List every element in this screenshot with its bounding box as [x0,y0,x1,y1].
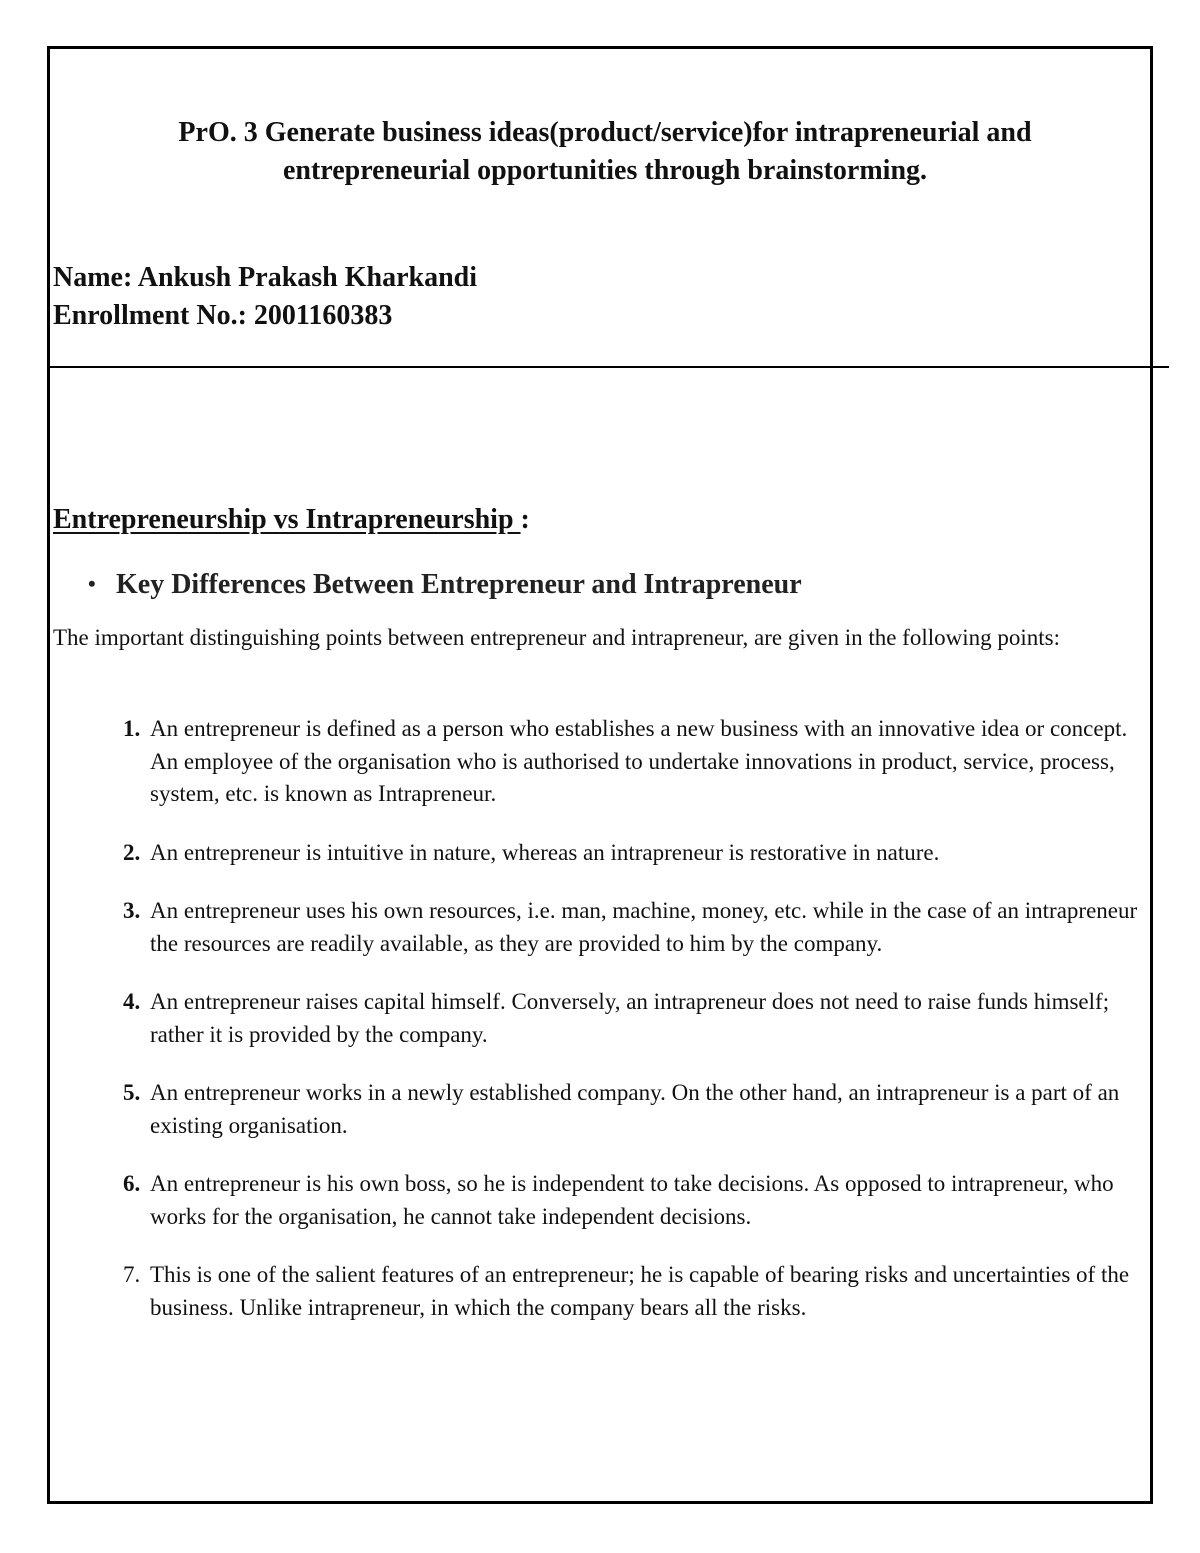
list-item-text: An entrepreneur works in a newly established company. On the other hand, an intrapreneur is a part of an existing organisation. [150,1080,1120,1138]
student-name: Name: Ankush Prakash Kharkandi [53,262,478,293]
bullet-icon: • [88,571,96,596]
student-info [53,259,477,335]
title-line-1: PrO. 3 Generate business ideas(product/service)for intrapreneurial and [178,117,1032,148]
section-heading-text: Entrepreneurship vs Intrapreneurship [53,504,521,535]
list-item-number: 5. [123,1080,141,1105]
title-line-2: entrepreneurial opportunities through brainstorming. [282,155,928,186]
list-item-text: An entrepreneur uses his own resources, i.e. man, machine, money, etc. while in the case of an intrapreneur the resources are readily available, as they are provided to him by the company. [150,898,1138,956]
list-item-number: 1. [123,716,141,741]
list-item-text: An entrepreneur is intuitive in nature, whereas an intrapreneur is restorative in nature. [150,839,940,865]
list-item-text: An entrepreneur raises capital himself. Conversely, an intrapreneur does not need to raise funds himself; rather it is provided by the company. [150,989,1110,1047]
sub-heading-text: Key Differences Between Entrepreneur and Intrapreneur [116,569,802,600]
list-item-number: 3. [123,898,141,923]
list-item [120,1077,1140,1142]
list-item-text: An entrepreneur is his own boss, so he is independent to take decisions. As opposed to intrapreneur, who works for the organisation, he cannot take independent decisions. [150,1171,1114,1229]
enrollment-number: Enrollment No.: 2001160383 [53,300,393,331]
list-item-text: An entrepreneur is defined as a person who establishes a new business with an innovative idea or concept. An employee of the organisation who is authorised to undertake innovations in product, service, process, system, etc. is known as Intrapreneur. [150,716,1128,806]
page-title [110,114,1100,190]
differences-list [120,713,1140,1350]
list-item [120,837,1140,870]
list-item-number: 4. [123,989,141,1014]
list-item-text: This is one of the salient features of an entrepreneur; he is capable of bearing risks and uncertainties of the business. Unlike intrapreneur, in which the company bears all the risks. [150,1262,1130,1320]
intro-paragraph: The important distinguishing points between entrepreneur and intrapreneur, are given in the following points: [53,625,1060,650]
list-item [120,1168,1140,1233]
list-item [120,895,1140,960]
list-item [120,713,1140,811]
list-item-number: 6. [123,1171,141,1196]
list-item [120,986,1140,1051]
list-item-number: 7. [123,1262,141,1287]
header-divider [47,366,1169,368]
list-item-number: 2. [123,839,141,865]
sub-heading [88,566,802,603]
section-heading-colon: : [520,504,530,535]
list-item [120,1259,1140,1324]
section-heading [53,502,530,538]
